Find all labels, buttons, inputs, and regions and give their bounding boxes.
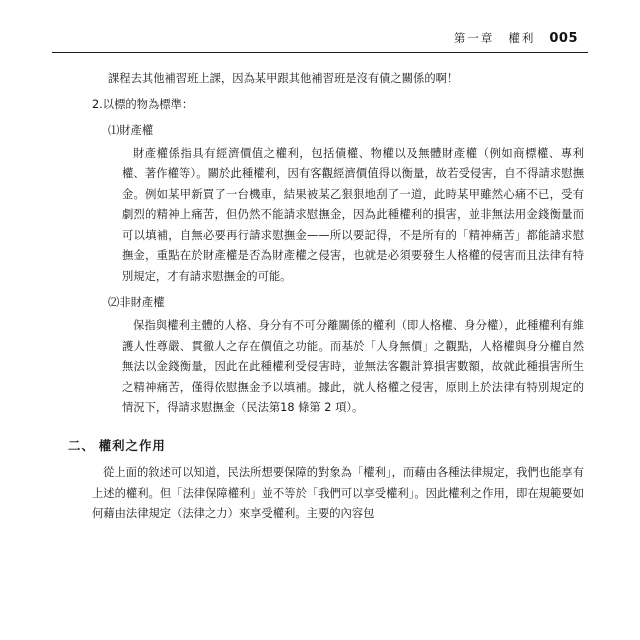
running-header [52,30,588,53]
carryover-paragraph: 課程去其他補習班上課，因為某甲跟其他補習班是沒有債之關係的啊！ [108,72,459,85]
page-body [52,69,588,525]
list-item-2-number: 2. [92,97,103,111]
header-chapter-number: 第一章 [453,31,495,45]
section-paragraph: 從上面的敘述可以知道，民法所想要保障的對象為「權利」，而藉由各種法律規定，我們也能享有上述的權利。但「法律保障權利」並不等於「我們可以享受權利」。因此權利之作用，即在規範要如何藉由法律規定（法律之力）來享受權利。主要的內容包 [92,466,584,521]
sub-item-2-label: ⑵非財產權 [108,296,165,310]
section-title: 權利之作用 [98,437,166,453]
sub-item-1-paragraph: 財產權係指具有經濟價值之權利，包括債權、物權以及無體財產權（例如商標權、專利權、著作權等）。關於此種權利，因有客觀經濟價值得以衡量，故若受侵害，自不得請求慰撫金。例如某甲新買了一台機車，結果被某乙狠狠地刮了一道，此時某甲雖然心痛不已，受有劇烈的精神上痛苦，但仍然不能請求慰撫金，因為此種權利的損害，並非無法用金錢衡量而可以填補，自無必要再行請求慰撫金——所以要記得，不是所有的「精神痛苦」都能請求慰撫金，重點在於財產權是否為財產權之侵害，也就是必須要發生人格權的侵害而且法律有特別規定，才有請求慰撫金的可能。 [122,146,584,283]
list-item-2-text: 以標的物為標準： [102,97,194,111]
section-heading [68,435,588,458]
section-number: 二、 [68,437,95,453]
sub-item-2-paragraph: 保指與權利主體的人格、身分有不可分離關係的權利（即人格權、身分權），此種權利有維護人性尊嚴、貫徹人之存在價值之功能。而基於「人身無價」之觀點，人格權與身分權自然無法以金錢衡量，因此在此種權利受侵害時，並無法客觀計算損害數額，故就此種損害所生之精神痛苦，僅得依慰撫金予以填補。據此，就人格權之侵害，原則上於法律有特別規定的情況下，得請求慰撫金（民法第18 條第 2 項）。 [122,319,584,415]
header-chapter-title: 權利 [508,31,536,45]
page-number: 005 [549,31,578,46]
list-item-2 [92,95,584,116]
sub-item-1-label: ⑴財產權 [108,124,154,138]
